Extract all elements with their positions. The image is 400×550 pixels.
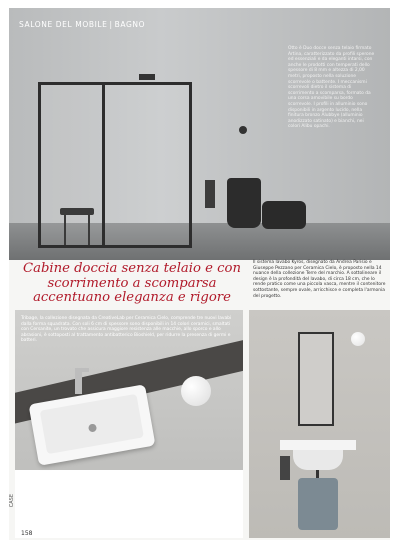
faucet-spout <box>75 368 89 372</box>
bottom-left-caption: Tribage, la collezione disegnata da CreativeLab per Ceramica Cielo, comprende tre nuovi lavabi dalla forma squadrata. Con soli 6 cm di spessore sono disponibili in 14 colori ceramici, smaltati con Cersanite, un trovato che assicura maggiore resistenza alle macchie, allo sporco e allo abrasioni, è sottoposti al trattamento antibatterico Bioshield, per ridurre la presenza di germi e batteri. <box>21 316 232 344</box>
globe-lamp <box>181 376 211 406</box>
page-number: 158 <box>21 530 33 537</box>
headline: Cabine doccia senza telaio e con scorrimento a scomparsa accentuano eleganza e rigore <box>23 261 241 305</box>
sink-bowl <box>293 450 343 470</box>
wall-tap <box>239 126 247 134</box>
shower-enclosure-photo <box>9 8 390 260</box>
mirror <box>298 332 334 426</box>
shower-head <box>139 74 155 80</box>
magazine-page <box>9 8 390 540</box>
photo-floor <box>15 470 243 538</box>
shower-divider <box>102 82 105 248</box>
sink-top <box>280 440 356 450</box>
section-tag-right: BAGNO <box>114 20 146 29</box>
freestanding-sink <box>227 178 261 228</box>
bathtub <box>262 201 306 229</box>
vanity-photo <box>249 310 390 538</box>
storage-cabinet <box>298 478 338 530</box>
sphere-lamp <box>351 332 365 346</box>
right-caption: Il sistema lavabo Kyros, disegnato da Andrea Parisio e Giuseppe Pezzano per Ceramica Cielo, è proposto nella 14 nuance della collezione Terre del marchio. A sottolineare il design è la profondità del lavabo, di circa 18 cm, che lo rende pratico come una piccola vasca, mentre il contenitore sottostante, sempre ovale, arricchisce e completa l'armonia del progetto. <box>253 260 386 299</box>
towel <box>280 456 290 480</box>
section-tag-separator: | <box>109 20 113 29</box>
washbasin-photo <box>15 310 243 538</box>
towel <box>205 180 215 208</box>
top-photo-caption: Otto è Duo docce senza telaio firmato Artina, caratterizzato da profili sperone ed essenziali e da eleganti intarsi, con anche le prodotti con temperati dello spessore di 8 mm e altezza di 2,00 metri, proposto nella soluzione scorrevole o battente. I meccanismi scorrevoli dietro il sistema di scorrimento a scomparsa, formato da una corsa amovibile su bordo scorrevole. I profili in alluminio sono disponibili in argento lucido, nella finitura bronzo Alubbye (alluminio anodizzato satinato) e bianchi, nei colori Alibu opachi. <box>288 46 375 130</box>
shower-frame <box>38 82 192 248</box>
stool-leg <box>64 215 66 245</box>
stool-leg <box>88 215 90 245</box>
section-tag <box>19 20 145 29</box>
magazine-logo: CASE <box>9 494 15 508</box>
section-tag-left: SALONE DEL MOBILE <box>19 20 108 29</box>
stool-seat <box>60 208 94 215</box>
